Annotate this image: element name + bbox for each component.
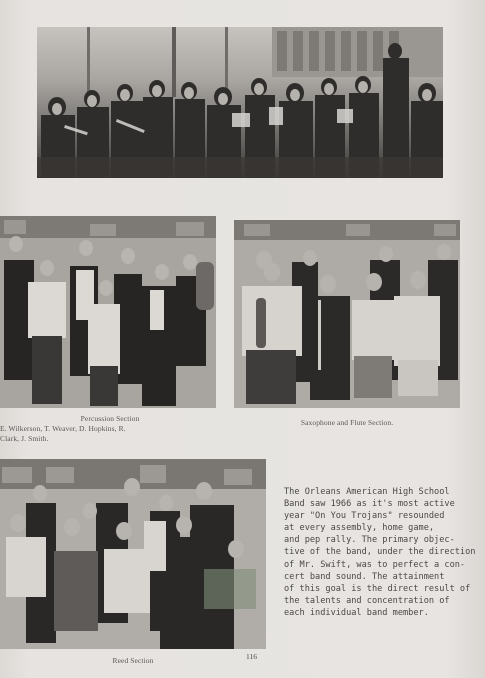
saxophone-flute-section-illustration — [234, 220, 460, 408]
saxophone-flute-caption-title: Saxophone and Flute Section. — [300, 418, 394, 427]
band-description-line-11: each individual band member. — [284, 607, 429, 618]
saxophone-flute-caption — [234, 418, 460, 428]
band-description-line-7: of Mr. Swift, was to perfect a con- — [284, 559, 466, 570]
band-description-line-4: at every assembly, home game, — [284, 523, 435, 534]
band-description — [284, 486, 474, 619]
percussion-names — [0, 424, 220, 443]
band-description-line-5: and pep rally. The primary objec- — [284, 535, 455, 546]
page-number: 116 — [246, 652, 257, 661]
percussion-caption — [0, 414, 220, 424]
band-description-line-1: The Orleans American High School — [284, 487, 450, 497]
band-description-line-3: year "On You Trojans" resounded — [284, 511, 445, 522]
band-description-line-8: cert band sound. The attainment — [284, 571, 445, 582]
reed-caption — [0, 656, 266, 666]
full-band-photo — [37, 27, 443, 178]
percussion-names-line-2: Clark, J. Smith. — [0, 433, 49, 443]
reed-section-illustration — [0, 459, 266, 649]
reed-section-photo — [0, 459, 266, 649]
band-description-line-10: the talents and concentration of — [284, 595, 450, 606]
reed-caption-title: Reed Section — [112, 656, 154, 665]
full-band-photo-illustration — [37, 27, 443, 178]
percussion-section-photo — [0, 216, 216, 408]
percussion-caption-title: Percussion Section — [80, 414, 140, 423]
saxophone-flute-section-photo — [234, 220, 460, 408]
band-description-line-2: Band saw 1966 as it's most active — [284, 499, 455, 510]
percussion-section-illustration — [0, 216, 216, 408]
band-description-line-6: tive of the band, under the direction — [284, 547, 476, 558]
band-description-line-9: of this goal is the direct result of — [284, 583, 471, 594]
percussion-names-line-1: E. Wilkerson, T. Weaver, D. Hopkins, R. — [0, 424, 126, 433]
